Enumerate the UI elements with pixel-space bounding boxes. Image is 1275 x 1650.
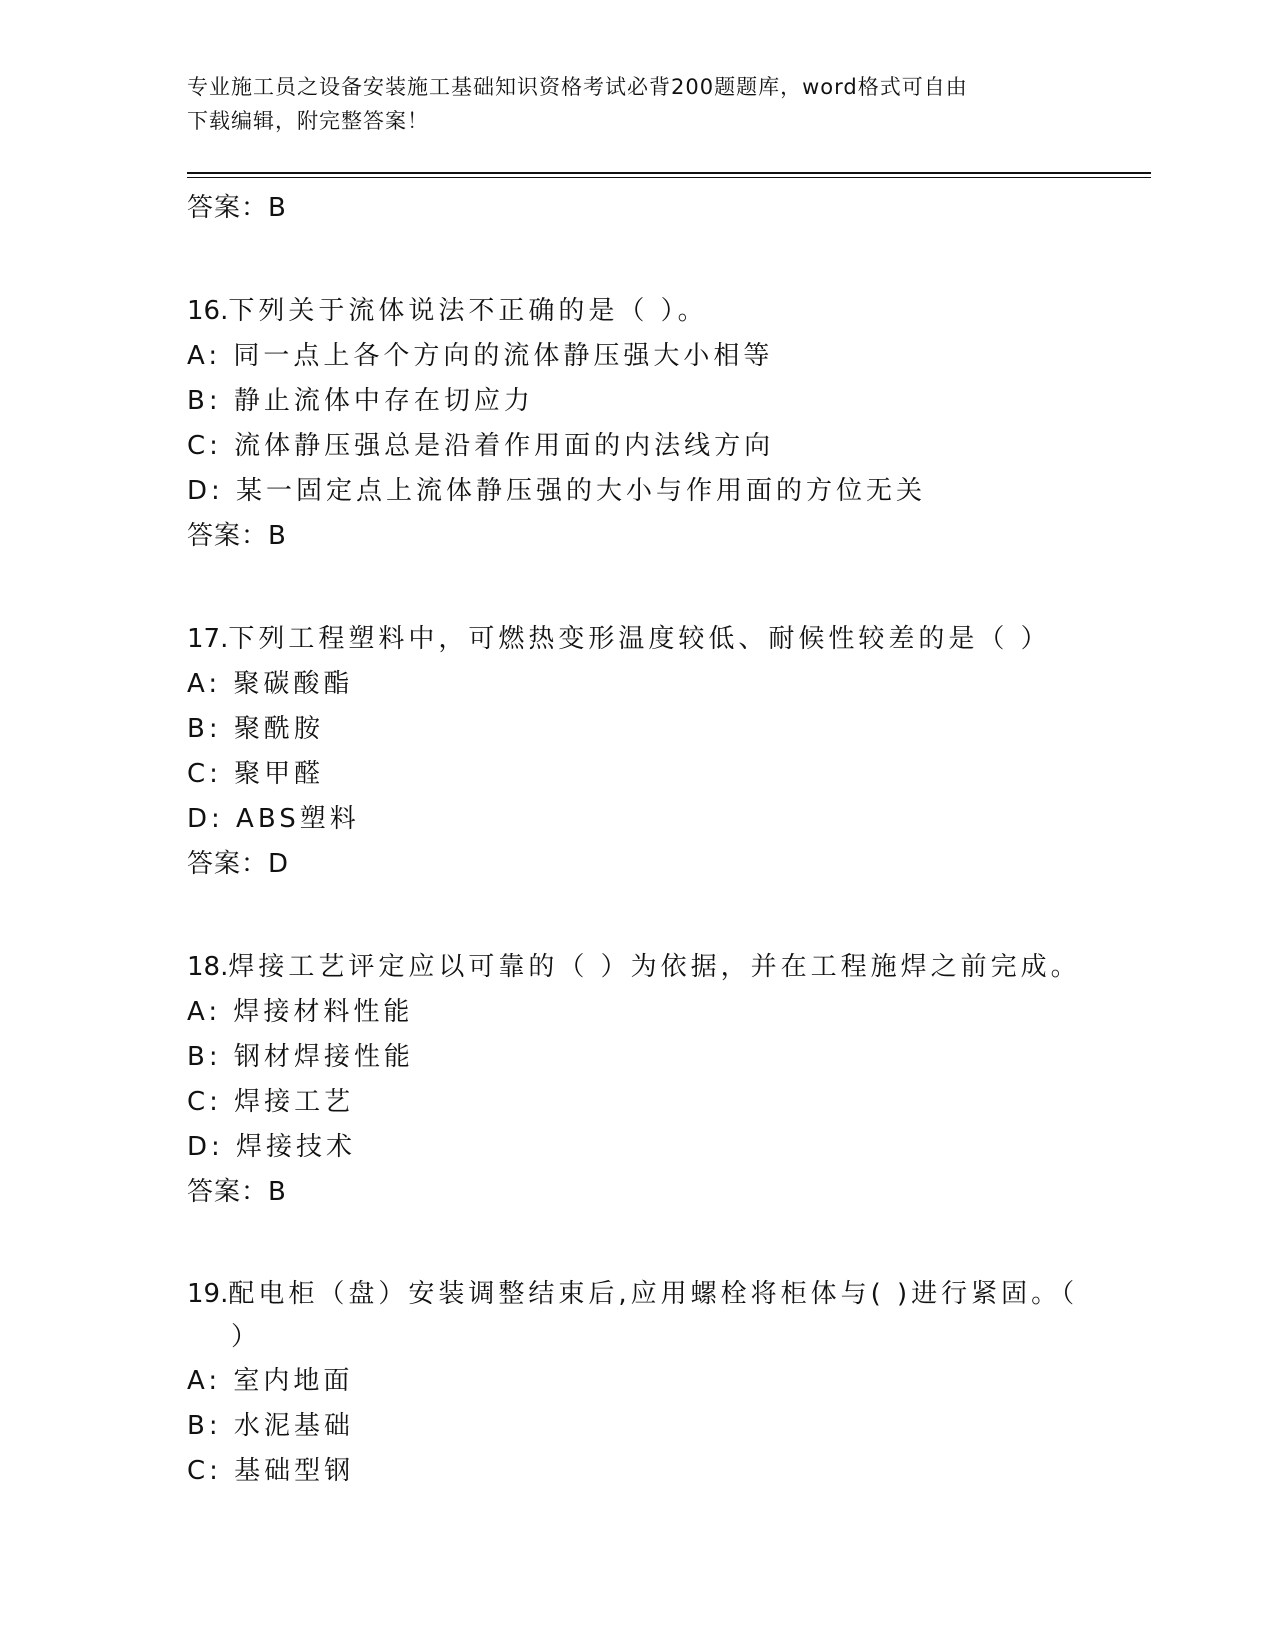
option-a: A: 同一点上各个方向的流体静压强大小相等 <box>187 341 774 371</box>
option-c: C: 焊接工艺 <box>187 1087 355 1117</box>
question-text: 配电柜（盘）安装调整结束后,应用螺栓将柜体与( )进行紧固。（ <box>228 1279 1079 1309</box>
option-b: B: 钢材焊接性能 <box>187 1042 414 1072</box>
option-d: D: 某一固定点上流体静压强的大小与作用面的方位无关 <box>187 476 927 506</box>
option-b: B: 静止流体中存在切应力 <box>187 386 534 416</box>
answer: 答案：B <box>187 1177 287 1207</box>
option-c: C: 聚甲醛 <box>187 759 325 789</box>
answer: 答案：D <box>187 849 290 879</box>
question-number: 18. <box>187 952 229 982</box>
question-number: 17. <box>187 624 229 654</box>
option-b: B: 水泥基础 <box>187 1411 354 1441</box>
question-title <box>187 1273 1157 1359</box>
previous-answer: 答案：B <box>187 193 287 223</box>
answer: 答案：B <box>187 521 287 551</box>
option-a: A: 室内地面 <box>187 1366 354 1396</box>
option-c: C: 基础型钢 <box>187 1456 355 1486</box>
question-text: 下列关于流体说法不正确的是（ ）。 <box>228 296 708 326</box>
question-text: 焊接工艺评定应以可靠的（ ）为依据，并在工程施焊之前完成。 <box>228 952 1081 982</box>
question-text: 下列工程塑料中，可燃热变形温度较低、耐候性较差的是（ ） <box>228 624 1051 654</box>
question-18 <box>187 945 1157 1215</box>
option-a: A: 焊接材料性能 <box>187 997 414 1027</box>
question-17 <box>187 617 1157 887</box>
question-16 <box>187 289 1157 559</box>
option-d: D: 焊接技术 <box>187 1132 357 1162</box>
option-b: B: 聚酰胺 <box>187 714 324 744</box>
header-divider <box>187 172 1151 178</box>
question-number: 16. <box>187 296 229 326</box>
document-page <box>187 70 1157 1494</box>
option-d: D: ABS塑料 <box>187 804 360 834</box>
header-line-2: 下载编辑，附完整答案！ <box>187 109 429 133</box>
option-c: C: 流体静压强总是沿着作用面的内法线方向 <box>187 431 775 461</box>
question-title <box>187 289 1157 334</box>
document-header <box>187 70 1157 138</box>
option-a: A: 聚碳酸酯 <box>187 669 354 699</box>
question-number: 19. <box>187 1279 229 1309</box>
question-title <box>187 617 1157 662</box>
question-text-continued: ） <box>231 1322 262 1352</box>
question-19 <box>187 1273 1157 1494</box>
header-line-1: 专业施工员之设备安装施工基础知识资格考试必背200题题库，word格式可自由 <box>187 75 968 99</box>
question-title <box>187 945 1157 990</box>
